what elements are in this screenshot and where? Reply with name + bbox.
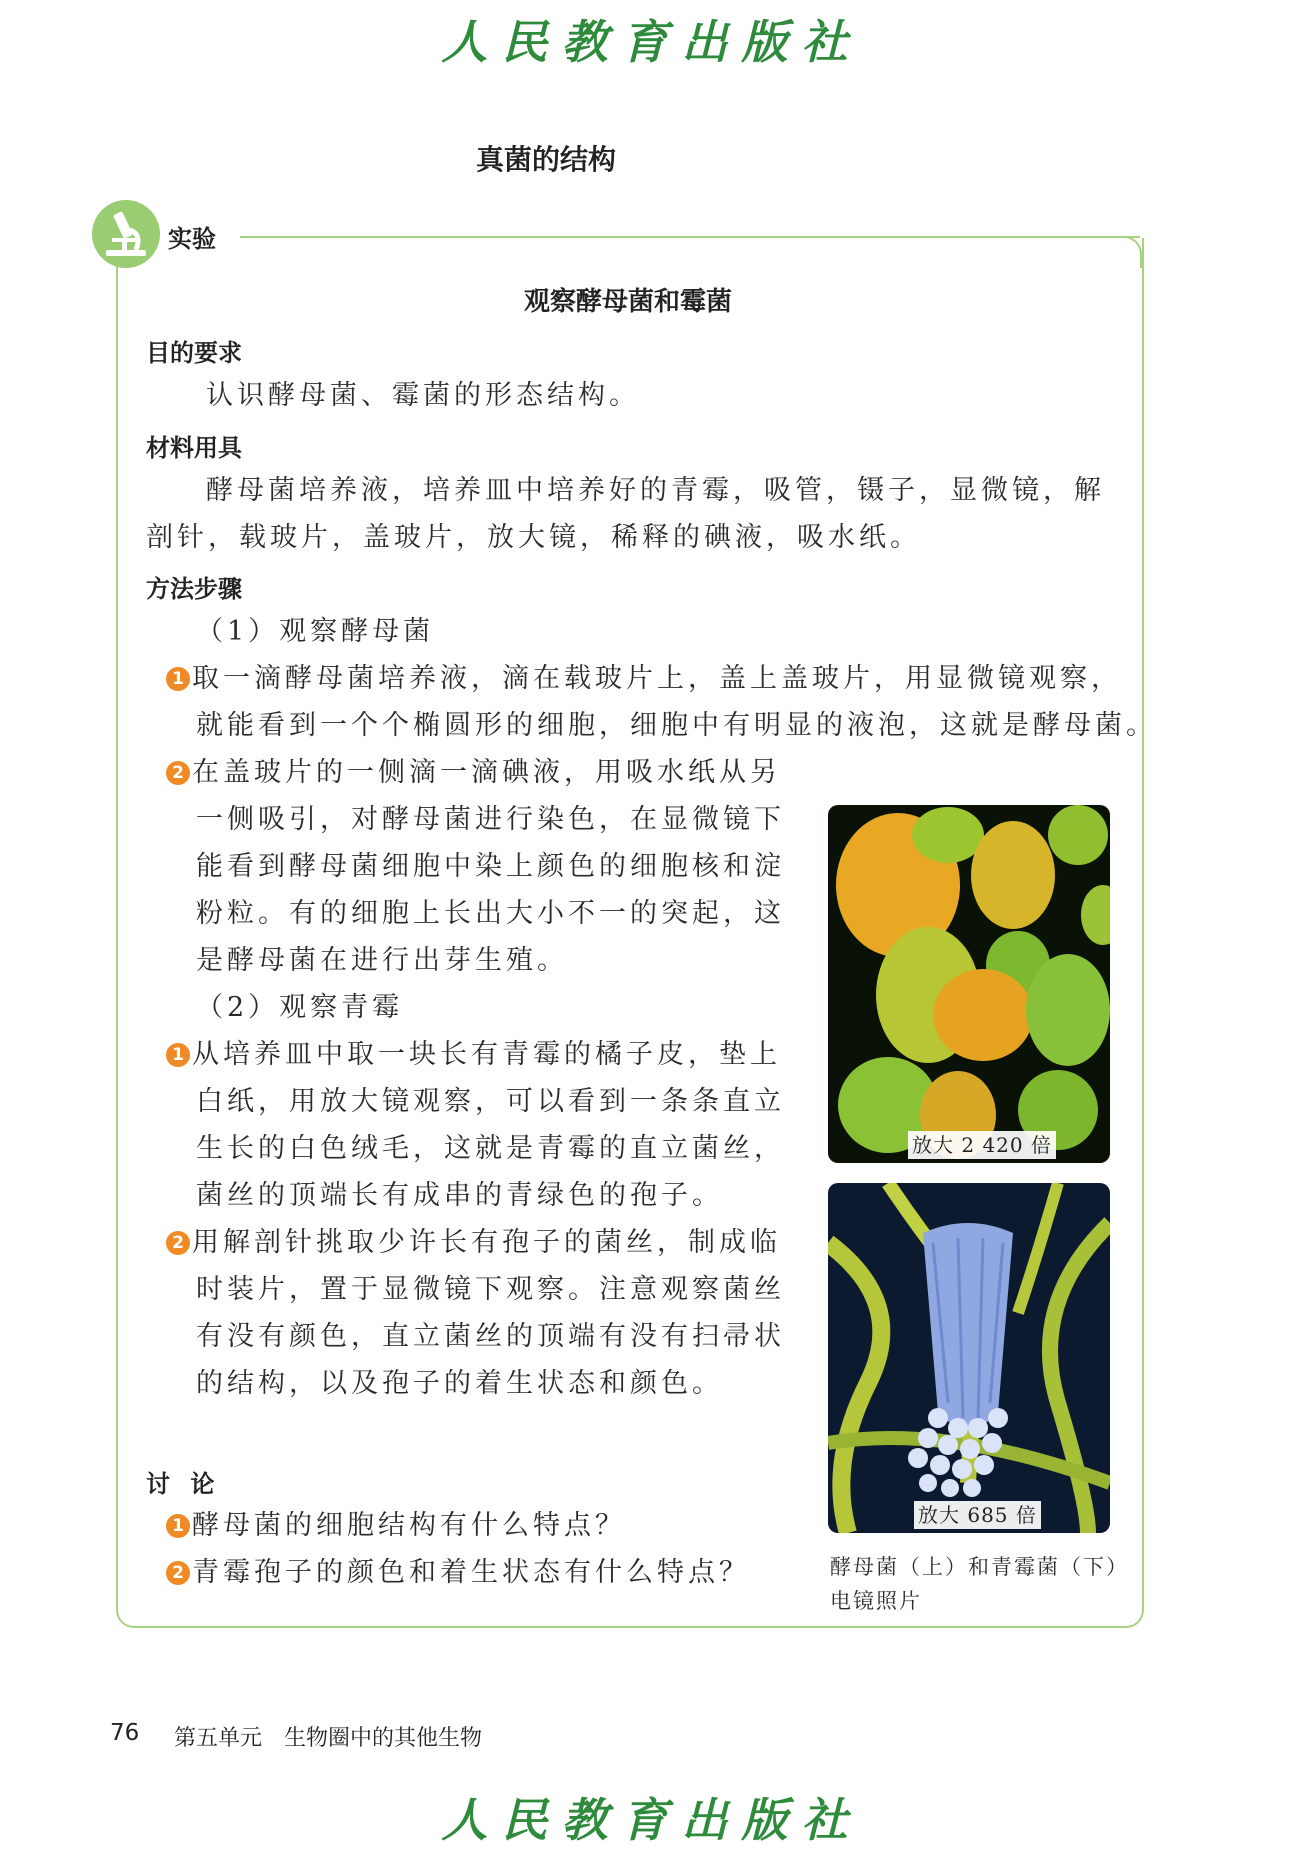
step-1-1-line-2: 就能看到一个个椭圆形的细胞，细胞中有明显的液泡，这就是酵母菌。 — [196, 710, 1157, 741]
goal-heading: 目的要求 — [146, 339, 242, 367]
step-2-1-line-2: 白纸，用放大镜观察，可以看到一条条直立 — [196, 1086, 785, 1117]
step-1-2-line-4: 粉粒。有的细胞上长出大小不一的突起，这 — [196, 898, 785, 929]
page-number: 76 — [110, 1720, 140, 1746]
method-part-2: （2）观察青霉 — [196, 992, 404, 1023]
materials-heading: 材料用具 — [146, 434, 242, 462]
step-1-1-line-1: 1 取一滴酵母菌培养液，滴在载玻片上，盖上盖玻片，用显微镜观察， — [166, 655, 1122, 702]
discussion-question-2: 2 青霉孢子的颜色和着生状态有什么特点？ — [166, 1549, 750, 1596]
step-2-2-line-2: 时装片，置于显微镜下观察。注意观察菌丝 — [196, 1274, 785, 1305]
step-2-1-line-1: 1 从培养皿中取一块长有青霉的橘子皮，垫上 — [166, 1031, 781, 1078]
goal-text: 认识酵母菌、霉菌的形态结构。 — [206, 380, 640, 411]
unit-title: 第五单元 生物圈中的其他生物 — [174, 1726, 483, 1751]
microscope-icon — [92, 200, 160, 268]
photo-caption — [830, 1550, 1140, 1618]
question-number-1: 1 — [166, 1514, 190, 1538]
materials-line-1: 酵母菌培养液，培养皿中培养好的青霉，吸管，镊子，显微镜，解 — [206, 475, 1105, 506]
question-number-2: 2 — [166, 1561, 190, 1585]
section-title: 真菌的结构 — [475, 143, 616, 176]
penicillium-micrograph — [828, 1183, 1110, 1533]
penicillium-magnification: 放大 685 倍 — [914, 1501, 1041, 1529]
photo-caption-line-2: 电镜照片 — [830, 1589, 922, 1613]
step-number-2: 2 — [166, 1231, 190, 1255]
step-2-1-line-4: 菌丝的顶端长有成串的青绿色的孢子。 — [196, 1180, 723, 1211]
step-2-2-line-3: 有没有颜色，直立菌丝的顶端有没有扫帚状 — [196, 1321, 785, 1352]
method-part-1: （1）观察酵母菌 — [196, 616, 435, 647]
step-2-2-line-4: 的结构，以及孢子的着生状态和颜色。 — [196, 1368, 723, 1399]
experiment-box-top-line — [240, 236, 1140, 238]
step-1-2-line-5: 是酵母菌在进行出芽生殖。 — [196, 945, 568, 976]
photo-caption-line-1: 酵母菌（上）和青霉菌（下） — [830, 1555, 1129, 1579]
step-2-2-line-1: 2 用解剖针挑取少许长有孢子的菌丝，制成临 — [166, 1219, 781, 1266]
step-1-2-line-1: 2 在盖玻片的一侧滴一滴碘液，用吸水纸从另 — [166, 749, 781, 796]
discussion-question-1: 1 酵母菌的细胞结构有什么特点？ — [166, 1502, 626, 1549]
step-1-2-line-3: 能看到酵母菌细胞中染上颜色的细胞核和淀 — [196, 851, 785, 882]
step-number-1: 1 — [166, 667, 190, 691]
method-heading: 方法步骤 — [146, 575, 242, 603]
yeast-micrograph — [828, 805, 1110, 1163]
step-number-2: 2 — [166, 761, 190, 785]
materials-line-2: 剖针，载玻片，盖玻片，放大镜，稀释的碘液，吸水纸。 — [146, 522, 921, 553]
step-number-1: 1 — [166, 1043, 190, 1067]
yeast-magnification: 放大 2 420 倍 — [908, 1131, 1056, 1159]
publisher-header: 人民教育出版社 — [441, 15, 862, 69]
step-2-1-line-3: 生长的白色绒毛，这就是青霉的直立菌丝， — [196, 1133, 785, 1164]
experiment-badge-label: 实验 — [168, 225, 216, 253]
experiment-title: 观察酵母菌和霉菌 — [523, 287, 732, 317]
publisher-footer: 人民教育出版社 — [441, 1793, 862, 1847]
discussion-heading: 讨 论 — [146, 1470, 221, 1498]
experiment-box-corner — [1110, 236, 1142, 268]
step-1-2-line-2: 一侧吸引，对酵母菌进行染色，在显微镜下 — [196, 804, 785, 835]
